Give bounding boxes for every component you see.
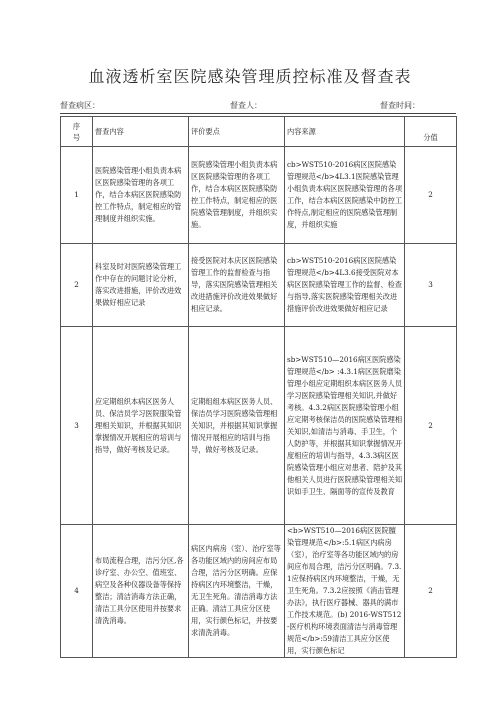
row-score: 2 <box>405 525 457 658</box>
header-no-line2: 号 <box>72 132 81 142</box>
row-points: 接受医院对本庆区医院感染管理工作的监督检查与指导，落实医院感染管理相关改进措施评价改进效果做好相应记录。 <box>189 244 285 327</box>
row-content: 应定期组织本病区医务人员、保洁员学习医院服染管理相关知识，并根据其知识掌握情况开展相应的培训与指导，做好考核及记录。 <box>93 327 189 525</box>
row-source: cb>WST510-2016病区医院感染管理规范</b>4L3.6接受医院对本病区医院感染管理工作的监督、检查与指导,落实医院感染管理相关改进措施评价改进效果做好相应记录 <box>285 244 405 327</box>
row-score: 2 <box>405 147 457 244</box>
inspection-meta <box>60 100 456 114</box>
row-no: 3 <box>61 327 93 525</box>
table-row <box>61 525 457 658</box>
meta-divider <box>60 113 456 114</box>
row-no: 1 <box>61 147 93 244</box>
document-title: 血液透析室医院感染管理质控标准及督查表 <box>88 67 412 86</box>
table-row <box>61 244 457 327</box>
row-source: cb>WST510-2016病区医院感染管理规范</b>4L3.1医院感染管理小组负责本病区医院感染管理的各项工作，结合本病区医院感染中防控工作特点,制定相应的医院感染管理制度，并组织实施 <box>285 147 405 244</box>
header-source: 内容来源 <box>285 117 405 147</box>
time-label: 督查时间： <box>380 101 420 110</box>
row-points: 病区内病房（室）、治疗室等各功能区域内的房间应布局合理，洁污分区明确。应保持病区内环境整洁，干燥，无卫生死角。清洁消毒方法正确。清洁工具应分区使用，实行颜色标记，并按要求清洗消毒。 <box>189 525 285 658</box>
table-row <box>61 327 457 525</box>
header-score: 分值 <box>405 117 457 147</box>
header-no <box>61 117 93 147</box>
row-points: 定期组组本病区医务人员、保洁员学习医院感染管理相关知识，并根据其知识掌握情况开展相应的培训与指导，做好考核及记录。 <box>189 327 285 525</box>
row-source: sb>WST510—2016病区医院感染管理规范</b> :4.3.1病区医院磨染管理小组应定期组织本病区医务人员学习医院感染管理相关知识,并做好考核。4.3.2病区医院感染管理小组应定期考核保洁员的医院感染管理相关知识,如清洁与消毒、手卫生，个人防护等，并根据其知识掌握情况开度相应的培训与指导，4.3.3病区医院感染管理小组应对患者、陪护及其他相关人员进行医院感染管理相关知识如手卫生、隔面等的宣传及教育 <box>285 327 405 525</box>
row-content: 医院感染管理小组负责本病区医院感染管理的各项工作，结合本病区医院感染防控工作特点，制定相应的管理制度并组织实施。 <box>93 147 189 244</box>
dept-label: 督查病区： <box>60 101 100 110</box>
row-source: <b>WST510—2016病区医院膻染管理规范</b>:5.1病区内病房（室），治疗室等各功能区域内的房间应布局合理，洁污分区明确。7.3.1应保持病区内环境整洁，干燥，无卫生死角。7.3.2应按照《消击管理办法》，执行医疗器械、器具的满市工作技术规范。(b) 2016-WST512-医疗机构环境表面清洁与消毒管理规范</b>:59清洁工具应分区使用，实行颜色标记 <box>285 525 405 658</box>
row-content: 布局流程合理，洁污分区,各诊疗室、办公空、值班室、病空及各种仪器设备等保持整洁；清洁消毒方法正确，清洁工具分区使用并按要求清洗消毒。 <box>93 525 189 658</box>
table-row <box>61 147 457 244</box>
row-content: 科室及时对医院感染管理工作中存在的问题讨论分析，落实改进措施，评价改进效果做好相应记录 <box>93 244 189 327</box>
row-no: 2 <box>61 244 93 327</box>
header-no-line1: 序 <box>72 121 81 131</box>
header-points: 评价要点 <box>189 117 285 147</box>
row-score: 3 <box>405 244 457 327</box>
header-content: 督查内容 <box>93 117 189 147</box>
row-score: 2 <box>405 327 457 525</box>
row-points: 医院感染管理小组负责本病区医院感染管理的各项工作，结合本病区医院感染防控工作特点，制定相应的医院感染管理制度，并组织实施。 <box>189 147 285 244</box>
inspection-table <box>60 116 457 658</box>
inspector-label: 督查人： <box>230 101 262 110</box>
table-header-row <box>61 117 457 147</box>
row-no: 4 <box>61 525 93 658</box>
